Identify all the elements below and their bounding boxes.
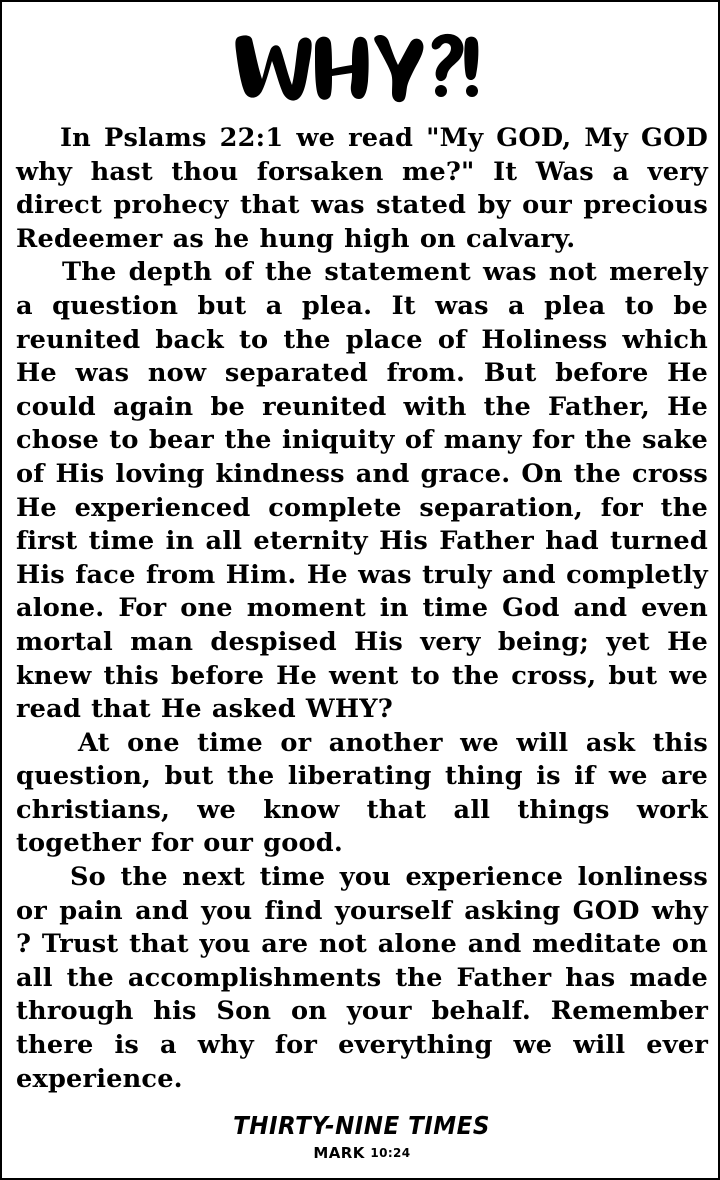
title-area <box>2 26 720 108</box>
paragraph-3: At one time or another we will ask this question, but the liberating thing is if we are christians, we know that all things work together for our good. <box>16 727 708 859</box>
paragraph-4: So the next time you experience lonliness or pain and you find yourself asking GOD why ? Trust that you are not alone and meditate on all the accomplishments the Father has made through his Son on your behalf. Remember there is a why for everything we will ever experience. <box>16 862 708 1094</box>
footer-signature: THIRTY-NINE TIMES <box>233 1111 491 1140</box>
footer <box>2 1111 720 1162</box>
paragraph-2: The depth of the statement was not merely a question but a plea. It was a plea to be reunited back to the place of Holiness which He was now separated from. But before He could again be reunited with the Father, He chose to bear the iniquity of many for the sake of His loving kindness and grace. On the cross He experienced complete separation, for the first time in all eternity His Father had turned His face from Him. He was truly and completly alone. For one moment in time God and even mortal man despised His very being; yet He knew this before He went to the cross, but we read that He asked WHY? <box>16 257 708 725</box>
scripture-reference <box>2 1144 720 1162</box>
scripture-verse: 10:24 <box>370 1146 411 1160</box>
why-scrawl-icon <box>232 29 492 105</box>
paragraph-1: In Pslams 22:1 we read "My GOD, My GOD why hast thou forsaken me?" It Was a very direct prohecy that was stated by our precious Redeemer as he hung high on calvary. <box>16 123 708 254</box>
scripture-book: MARK <box>313 1144 365 1162</box>
document-body <box>16 122 708 1096</box>
